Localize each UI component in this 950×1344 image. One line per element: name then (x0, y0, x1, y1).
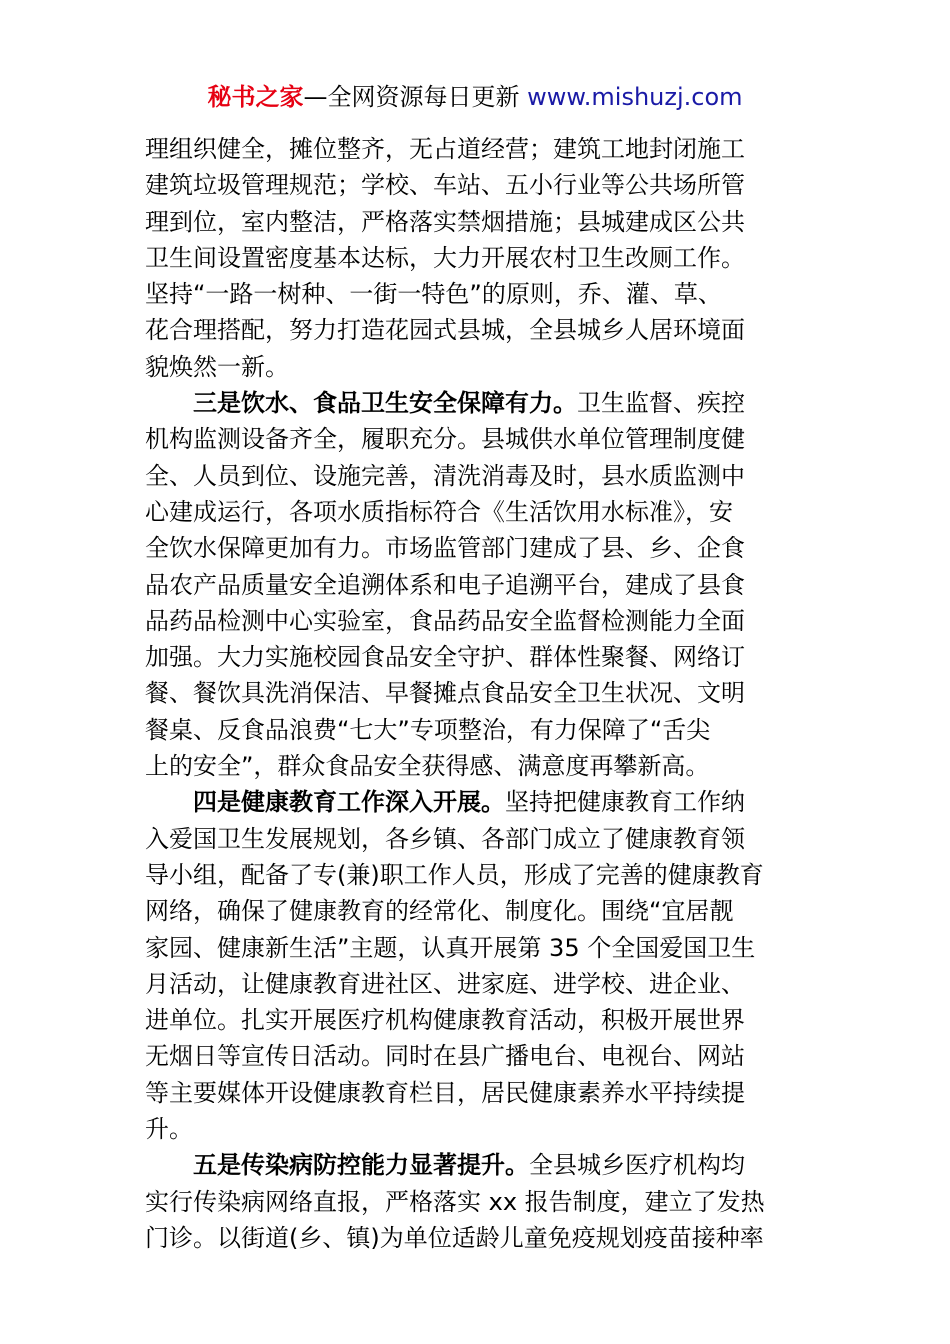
text-line (145, 748, 805, 784)
line-text: 网络，确保了健康教育的经常化、制度化。围绕“宜居靓 (145, 897, 734, 926)
text-line (145, 167, 805, 203)
line-text: 家园、健康新生活”主题，认真开展第 35 个全国爱国卫生 (145, 933, 756, 962)
text-line (145, 494, 805, 530)
line-text: 心建成运行，各项水质指标符合《生活饮用水标准》，安 (145, 497, 733, 526)
text-line (145, 893, 805, 929)
line-text: 餐、餐饮具洗消保洁、早餐摊点食品安全卫生状况、文明 (145, 679, 745, 708)
text-line (145, 930, 805, 966)
text-line (145, 240, 805, 276)
brand-name: 秘书之家 (207, 83, 304, 111)
text-line (145, 349, 805, 385)
text-line (145, 276, 805, 312)
line-text: 月活动，让健康教育进社区、进家庭、进学校、进企业、 (145, 969, 745, 998)
document-body (145, 131, 805, 1256)
text-line (145, 567, 805, 603)
text-line (145, 312, 805, 348)
line-text: 卫生监督、疾控 (577, 389, 745, 418)
text-line (145, 1184, 805, 1220)
text-line (145, 131, 805, 167)
line-text: 等主要媒体开设健康教育栏目，居民健康素养水平持续提 (145, 1078, 745, 1107)
text-line (145, 603, 805, 639)
line-text: 机构监测设备齐全，履职充分。县城供水单位管理制度健 (145, 425, 745, 454)
text-line (145, 1002, 805, 1038)
text-line (145, 421, 805, 457)
line-text: 理组织健全，摊位整齐，无占道经营；建筑工地封闭施工 (145, 135, 745, 163)
line-text: 坚持“一路一树种、一街一特色”的原则，乔、灌、草、 (145, 280, 722, 309)
text-line (145, 821, 805, 857)
line-text: 品农产品质量安全追溯体系和电子追溯平台，建成了县食 (145, 570, 745, 599)
line-text: 餐桌、反食品浪费“七大”专项整治，有力保障了“舌尖 (145, 715, 711, 744)
text-line (145, 204, 805, 240)
text-line (145, 458, 805, 494)
line-text: 门诊。以街道(乡、镇)为单位适龄儿童免疫规划疫苗接种率 (145, 1223, 764, 1252)
line-text: 加强。大力实施校园食品安全守护、群体性聚餐、网络订 (145, 643, 745, 672)
paragraph-lead: 四是健康教育工作深入开展。 (193, 788, 505, 817)
header-url[interactable]: www.mishuzj.com (527, 83, 743, 111)
line-text: 上的安全”，群众食品安全获得感、满意度再攀新高。 (145, 752, 710, 781)
paragraph-lead: 五是传染病防控能力显著提升。 (193, 1151, 529, 1180)
text-line (145, 1111, 805, 1147)
line-text: 导小组，配备了专(兼)职工作人员，形成了完善的健康教育 (145, 860, 764, 889)
line-text: 品药品检测中心实验室，食品药品安全监督检测能力全面 (145, 606, 745, 635)
text-line (145, 1075, 805, 1111)
paragraph-lead: 三是饮水、食品卫生安全保障有力。 (193, 389, 577, 418)
header-tagline: —全网资源每日更新 (303, 83, 520, 111)
line-text: 进单位。扎实开展医疗机构健康教育活动，积极开展世界 (145, 1006, 745, 1035)
line-text: 实行传染病网络直报，严格落实 xx 报告制度，建立了发热 (145, 1187, 765, 1216)
text-line (145, 1220, 805, 1256)
text-line (145, 639, 805, 675)
line-text: 坚持把健康教育工作纳 (505, 788, 745, 817)
text-line (145, 966, 805, 1002)
line-text: 卫生间设置密度基本达标，大力开展农村卫生改厕工作。 (145, 243, 745, 272)
line-text: 全、人员到位、设施完善，清洗消毒及时，县水质监测中 (145, 461, 745, 490)
line-text: 全县城乡医疗机构均 (529, 1151, 745, 1180)
text-line (145, 530, 805, 566)
line-text: 入爱国卫生发展规划，各乡镇、各部门成立了健康教育领 (145, 824, 745, 853)
text-line (145, 1038, 805, 1074)
line-text: 全饮水保障更加有力。市场监管部门建成了县、乡、企食 (145, 534, 745, 563)
paragraph-heading-line (145, 385, 805, 421)
paragraph-heading-line (145, 1147, 805, 1183)
line-text: 貌焕然一新。 (145, 352, 289, 381)
line-text: 升。 (145, 1115, 193, 1144)
paragraph-heading-line (145, 784, 805, 820)
line-text: 无烟日等宣传日活动。同时在县广播电台、电视台、网站 (145, 1042, 745, 1071)
line-text: 建筑垃圾管理规范；学校、车站、五小行业等公共场所管 (145, 171, 745, 200)
text-line (145, 675, 805, 711)
text-line (145, 712, 805, 748)
line-text: 理到位，室内整洁，严格落实禁烟措施；县城建成区公共 (145, 207, 745, 236)
line-text: 花合理搭配，努力打造花园式县城，全县城乡人居环境面 (145, 316, 745, 345)
text-line (145, 857, 805, 893)
page-header (0, 80, 950, 114)
